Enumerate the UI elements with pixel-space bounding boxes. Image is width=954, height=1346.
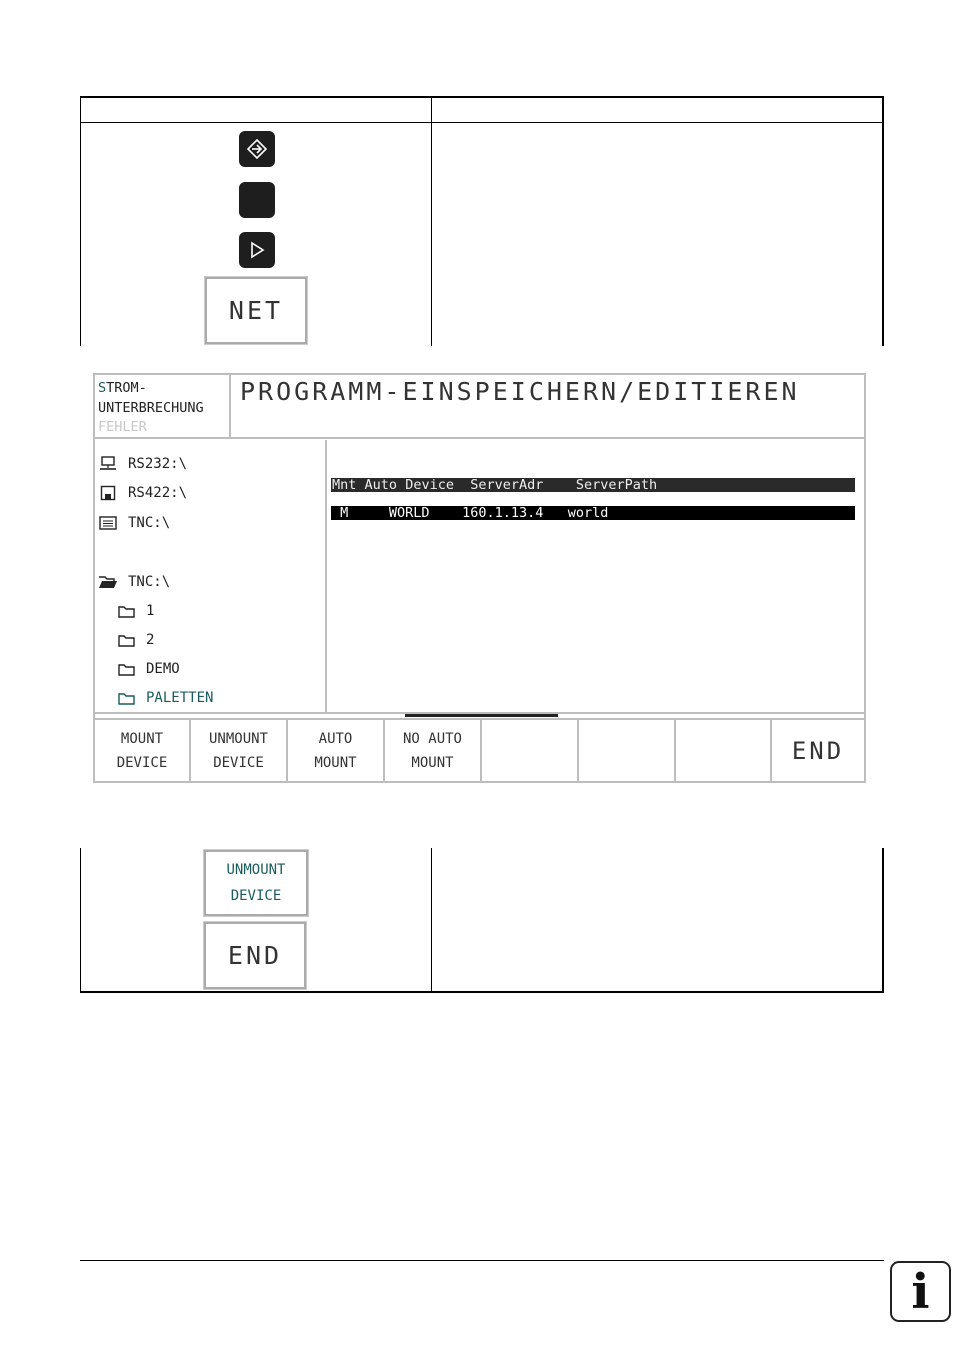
pgm-mgt-key[interactable] (239, 131, 275, 167)
mount-table-header (331, 478, 855, 492)
softkey-line-2: DEVICE (230, 888, 282, 904)
softkey-line-1: NO AUTO (402, 730, 462, 747)
softkey-line-2: MOUNT (314, 754, 357, 771)
tree-item-folder-2[interactable] (116, 629, 154, 651)
page-title: PROGRAMM-EINSPEICHERN/EDITIEREN (240, 377, 800, 406)
cell-mnt: M (340, 505, 349, 521)
softkey-line-1: UNMOUNT (208, 730, 268, 747)
end-softkey-doc[interactable] (204, 922, 306, 989)
computer-icon (98, 456, 118, 472)
softkey-line-2: DEVICE (116, 754, 168, 771)
list-icon (98, 515, 118, 531)
tree-item-folder-paletten[interactable] (116, 687, 213, 709)
softkey-label: END (791, 736, 845, 765)
net-softkey[interactable] (205, 277, 307, 344)
blank-key[interactable] (239, 182, 275, 218)
table-right-border (882, 848, 884, 993)
footer-rule (80, 1260, 884, 1261)
table-row[interactable] (331, 506, 855, 520)
empty-softkey-7[interactable] (676, 720, 772, 781)
directory-tree (95, 440, 327, 712)
column-header-server-adr: ServerAdr (470, 477, 544, 493)
column-header-device: Device (405, 477, 454, 493)
tree-item-label: TNC:\ (128, 574, 171, 590)
softkey-line-2: MOUNT (411, 754, 454, 771)
no-auto-mount-softkey[interactable] (385, 720, 482, 781)
end-softkey[interactable] (772, 720, 864, 781)
column-header-auto: Auto (364, 477, 398, 493)
cell-server-path: world (567, 505, 609, 521)
table-column-divider (431, 848, 432, 993)
open-folder-icon (98, 574, 118, 590)
softkey-line-1: UNMOUNT (226, 862, 286, 878)
folder-icon (116, 690, 136, 706)
tree-item-tnc-list[interactable] (98, 512, 170, 534)
tree-item-rs232[interactable] (98, 453, 187, 475)
folder-icon (116, 661, 136, 677)
table-header-separator (80, 122, 884, 123)
tree-item-label: RS422:\ (128, 485, 188, 501)
tree-item-label: RS232:\ (128, 456, 188, 472)
next-softkey-row-key[interactable] (239, 232, 275, 268)
info-glyph: i (911, 1263, 930, 1320)
info-icon (890, 1261, 951, 1322)
softkey-row-indicator (405, 714, 558, 717)
cell-device: WORLD (388, 505, 430, 521)
tree-item-rs422[interactable] (98, 482, 187, 504)
unmount-device-softkey-doc[interactable] (204, 850, 308, 916)
play-triangle-icon (248, 241, 266, 259)
end-softkey-label: END (227, 941, 283, 970)
header-separator (95, 437, 864, 439)
mount-device-softkey[interactable] (95, 720, 191, 781)
empty-softkey-6[interactable] (579, 720, 676, 781)
softkey-bar (95, 718, 864, 781)
status-line-2: UNTERBRECHUNG (98, 399, 204, 416)
column-header-mnt: Mnt (332, 477, 357, 493)
column-header-server-path: ServerPath (575, 477, 658, 493)
table-right-border (882, 96, 884, 346)
status-box (95, 375, 231, 438)
net-softkey-label: NET (228, 296, 284, 325)
folder-icon (116, 632, 136, 648)
softkey-line-1: MOUNT (120, 730, 164, 747)
tree-item-label: 1 (146, 603, 155, 619)
tree-item-label: PALETTEN (146, 690, 214, 706)
cell-server-adr: 160.1.13.4 (462, 505, 544, 521)
tree-item-label: 2 (146, 632, 155, 648)
status-line-1: STROM- (98, 380, 147, 396)
unmount-device-softkey[interactable] (191, 720, 288, 781)
tnc-screen (93, 373, 866, 783)
tree-item-folder-demo[interactable] (116, 658, 180, 680)
softkey-line-1: AUTO (318, 730, 353, 747)
table-left-border (80, 848, 81, 993)
status-line-3: FEHLER (98, 419, 147, 435)
tree-item-tnc-folder[interactable] (98, 571, 170, 593)
tree-item-label: TNC:\ (128, 515, 171, 531)
auto-mount-softkey[interactable] (288, 720, 385, 781)
softkey-line-2: DEVICE (213, 754, 264, 771)
tree-item-folder-1[interactable] (116, 600, 154, 622)
table-top-border (80, 96, 884, 98)
folder-icon (116, 603, 136, 619)
diamond-arrow-icon (246, 138, 268, 160)
tree-item-label: DEMO (146, 661, 180, 677)
empty-softkey-5[interactable] (482, 720, 579, 781)
floppy-icon (98, 485, 118, 501)
table-left-border (80, 96, 81, 346)
table-bottom-border (80, 991, 884, 993)
table-column-divider (431, 96, 432, 346)
